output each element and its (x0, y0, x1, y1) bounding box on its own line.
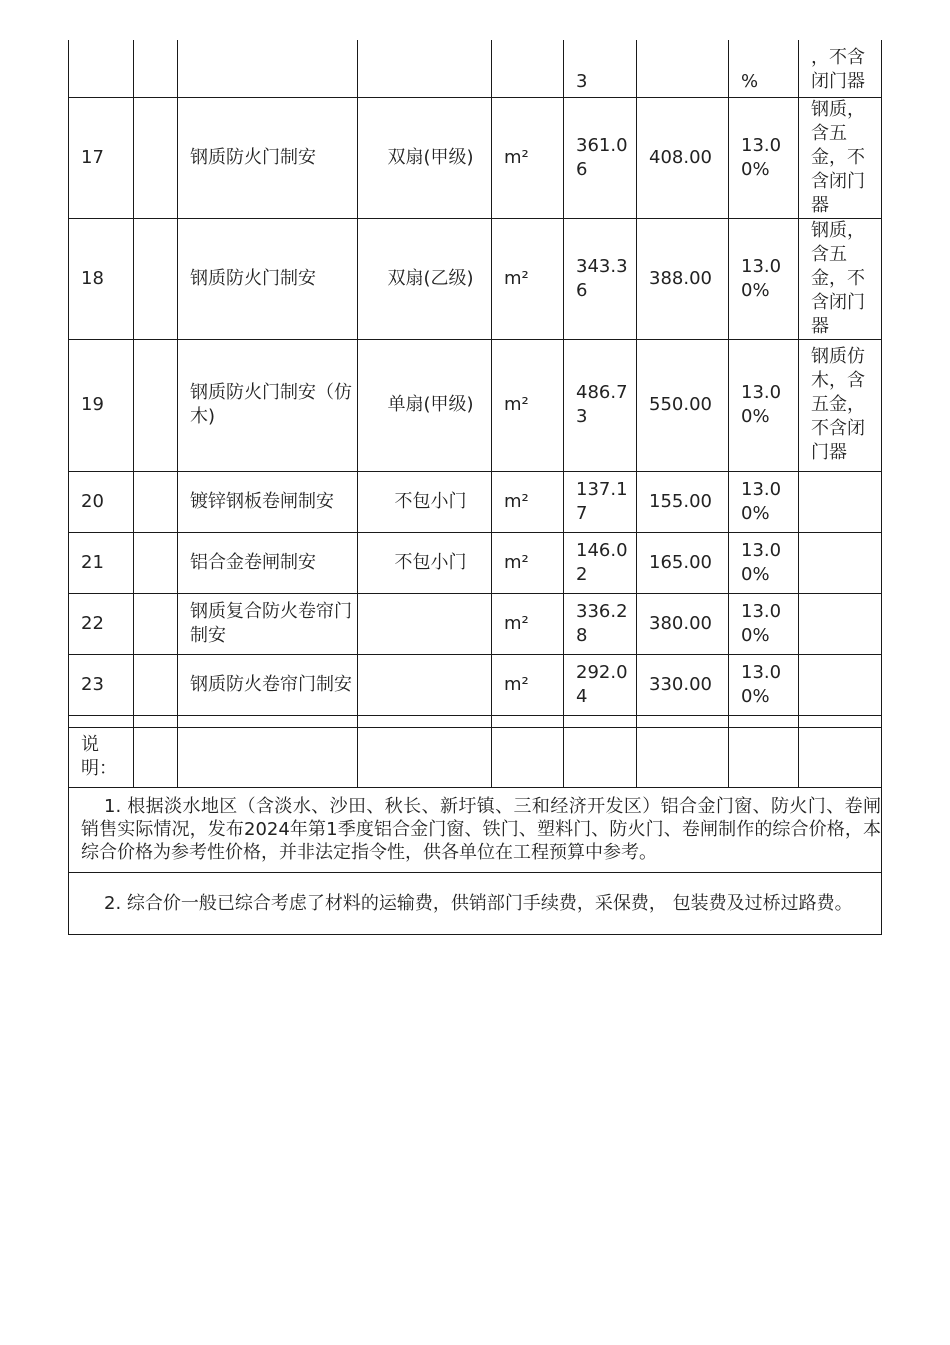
table-row (69, 97, 882, 218)
spacer-cell (492, 715, 564, 727)
notes-label-blank (492, 727, 564, 787)
item-rate: 13.00% (729, 593, 799, 654)
item-no: 17 (69, 97, 134, 218)
item-name: 钢质防火门制安 (178, 218, 358, 339)
item-tax-price: 336.28 (564, 593, 637, 654)
item-name: 镀锌钢板卷闸制安 (178, 471, 358, 532)
item-unit: m² (492, 532, 564, 593)
item-name: 钢质防火卷帘门制安 (178, 654, 358, 715)
note-row (69, 787, 882, 872)
table-row (69, 654, 882, 715)
notes-label-blank (637, 727, 729, 787)
table-row (69, 339, 882, 471)
table-row (69, 218, 882, 339)
partial-tax-price: 3 (564, 40, 637, 97)
item-remark: 钢质，含五金，不含闭门器 (799, 97, 882, 218)
item-remark (799, 654, 882, 715)
item-tax-price: 146.02 (564, 532, 637, 593)
item-spec: 不包小门 (358, 532, 492, 593)
partial-spec (358, 40, 492, 97)
item-unit: m² (492, 218, 564, 339)
item-unit: m² (492, 471, 564, 532)
item-no: 22 (69, 593, 134, 654)
note-row (69, 872, 882, 934)
notes-label: 说明： (69, 727, 134, 787)
note-text: 2. 综合价一般已综合考虑了材料的运输费，供销部门手续费，采保费， 包装费及过桥过路费。 (69, 872, 882, 934)
item-rate: 13.00% (729, 218, 799, 339)
item-name: 钢质防火门制安 (178, 97, 358, 218)
item-price: 165.00 (637, 532, 729, 593)
item-remark (799, 593, 882, 654)
table-row (69, 532, 882, 593)
item-name: 钢质防火门制安（仿木) (178, 339, 358, 471)
item-no: 19 (69, 339, 134, 471)
item-spec (358, 593, 492, 654)
item-no: 20 (69, 471, 134, 532)
item-spec: 不包小门 (358, 471, 492, 532)
partial-price (637, 40, 729, 97)
partial-row (69, 40, 882, 97)
partial-blank (134, 40, 178, 97)
item-blank (134, 218, 178, 339)
notes-label-blank (729, 727, 799, 787)
item-no: 21 (69, 532, 134, 593)
item-price: 388.00 (637, 218, 729, 339)
notes-label-blank (564, 727, 637, 787)
item-price: 408.00 (637, 97, 729, 218)
item-blank (134, 532, 178, 593)
item-unit: m² (492, 654, 564, 715)
item-unit: m² (492, 97, 564, 218)
item-spec (358, 654, 492, 715)
partial-name (178, 40, 358, 97)
item-tax-price: 361.06 (564, 97, 637, 218)
item-no: 18 (69, 218, 134, 339)
item-rate: 13.00% (729, 97, 799, 218)
item-price: 155.00 (637, 471, 729, 532)
partial-unit (492, 40, 564, 97)
item-price: 380.00 (637, 593, 729, 654)
item-spec: 双扇(甲级) (358, 97, 492, 218)
partial-rate: % (729, 40, 799, 97)
spacer-cell (69, 715, 134, 727)
item-price: 550.00 (637, 339, 729, 471)
spacer-cell (564, 715, 637, 727)
spacer-cell (729, 715, 799, 727)
item-rate: 13.00% (729, 471, 799, 532)
item-blank (134, 593, 178, 654)
item-rate: 13.00% (729, 532, 799, 593)
item-remark (799, 471, 882, 532)
item-unit: m² (492, 593, 564, 654)
notes-label-blank (358, 727, 492, 787)
item-remark: 钢质，含五金，不含闭门器 (799, 218, 882, 339)
spacer-cell (134, 715, 178, 727)
item-unit: m² (492, 339, 564, 471)
spacer-row (69, 715, 882, 727)
item-remark: 钢质仿木，含五金，不含闭门器 (799, 339, 882, 471)
item-name: 铝合金卷闸制安 (178, 532, 358, 593)
item-tax-price: 292.04 (564, 654, 637, 715)
item-tax-price: 343.36 (564, 218, 637, 339)
item-blank (134, 654, 178, 715)
spacer-cell (178, 715, 358, 727)
price-table (68, 40, 882, 935)
notes-label-blank (134, 727, 178, 787)
item-spec: 单扇(甲级) (358, 339, 492, 471)
note-text: 1. 根据淡水地区（含淡水、沙田、秋长、新圩镇、三和经济开发区）铝合金门窗、防火门、卷闸销售实际情况，发布2024年第1季度铝合金门窗、铁门、塑料门、防火门、卷闸制作的综合价格，本综合价格为参考性价格，并非法定指令性，供各单位在工程预算中参考。 (69, 787, 882, 872)
spacer-cell (799, 715, 882, 727)
table-row (69, 471, 882, 532)
item-tax-price: 486.73 (564, 339, 637, 471)
item-price: 330.00 (637, 654, 729, 715)
item-spec: 双扇(乙级) (358, 218, 492, 339)
item-rate: 13.00% (729, 339, 799, 471)
item-blank (134, 471, 178, 532)
notes-label-blank (799, 727, 882, 787)
item-no: 23 (69, 654, 134, 715)
item-blank (134, 97, 178, 218)
partial-remark: ，不含闭门器 (799, 40, 882, 97)
item-tax-price: 137.17 (564, 471, 637, 532)
partial-no (69, 40, 134, 97)
item-name: 钢质复合防火卷帘门制安 (178, 593, 358, 654)
table-row (69, 593, 882, 654)
notes-label-row (69, 727, 882, 787)
spacer-cell (358, 715, 492, 727)
item-blank (134, 339, 178, 471)
item-remark (799, 532, 882, 593)
item-rate: 13.00% (729, 654, 799, 715)
notes-label-blank (178, 727, 358, 787)
spacer-cell (637, 715, 729, 727)
